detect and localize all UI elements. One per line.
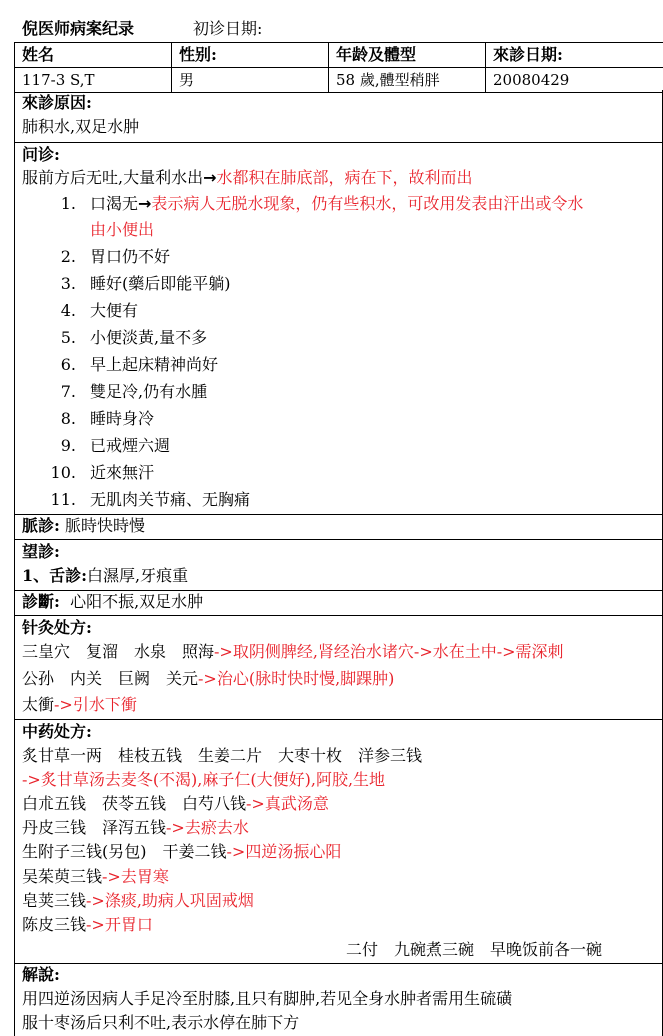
list-text: 雙足冷,仍有水腫 [90,382,208,401]
tongue-row [22,565,188,587]
list-number: 4. [60,301,76,320]
list-number: 2. [60,247,76,266]
herbs-text: 白朮五钱 茯苓五钱 白芍八钱 [22,794,247,813]
herbal-line [22,890,254,912]
list-item [38,193,583,215]
gender-header: 性别: [172,43,329,68]
acupoints-text: 三皇穴 复溜 水泉 照海 [22,642,215,661]
herbs-note: ->去瘀去水 [166,818,249,837]
diagnosis-text: 心阳不振,双足水肿 [70,592,204,611]
explanation-line: 用四逆汤因病人手足冷至肘膝,且只有脚肿,若见全身水肿者需用生硫磺 [22,989,513,1008]
list-number: 6. [60,355,76,374]
acupuncture-label: 针灸处方: [22,618,92,637]
list-item [38,273,231,295]
visit-date-value: 20080429 [486,68,663,93]
divider [14,963,663,964]
herbal-line [22,817,249,839]
herbs-text: 生附子三钱(另包) 干姜二钱 [22,842,227,861]
acupuncture-line [22,641,564,663]
pulse-text: 脈時快時慢 [65,516,146,535]
reason-label: 來診原因: [22,93,92,112]
list-number: 8. [60,409,76,428]
list-number: 5. [60,328,76,347]
herbal-line [22,841,341,863]
name-header: 姓名 [15,43,172,68]
list-item [38,381,207,403]
tongue-text: 白濕厚,牙痕重 [87,566,189,585]
herbs-text: 吴茱萸三钱 [22,867,103,886]
herbs-note: ->四逆汤振心阳 [226,842,342,861]
herbal-line [22,866,169,888]
herbs-text: 丹皮三钱 泽泻五钱 [22,818,167,837]
diagnosis-row [22,591,203,613]
list-text: 早上起床精神尚好 [90,355,219,374]
list-text: 睡好(藥后即能平躺) [90,274,231,293]
list-number: 1. [60,194,76,213]
herbs-note: ->去胃寒 [102,867,169,886]
herbs-note: ->炙甘草汤去麦冬(不渴),麻子仁(大便好),阿胶,生地 [22,770,386,789]
inquiry-label: 问诊: [22,145,60,164]
list-item [38,246,170,268]
divider [14,142,663,143]
herbs-text: 陈皮三钱 [22,915,87,934]
arrow-icon: → [138,194,152,213]
pulse-label: 脈診: [22,516,60,535]
herbal-line [22,793,329,815]
divider [14,615,663,616]
list-number: 10. [50,463,76,482]
diagnosis-label: 診斷: [22,592,60,611]
observe-label: 望診: [22,542,60,561]
herbs-note: ->涤痰,助病人巩固戒烟 [86,891,254,910]
list-item [38,300,138,322]
explanation-line: 服十枣汤后只利不吐,表示水停在肺下方 [22,1013,300,1032]
list-number: 9. [60,436,76,455]
tongue-label: 1、舌診: [22,566,88,585]
herbal-line [22,914,153,936]
list-number: 7. [60,382,76,401]
list-item [38,435,170,457]
list-text: 大便有 [90,301,139,320]
pulse-row [22,515,145,537]
record-title: 倪医师病案纪录 [22,19,135,38]
name-value: 117-3 S,T [15,68,172,93]
list-text: 胃口仍不好 [90,247,171,266]
patient-info-table [14,42,663,93]
list-text: 近來無汗 [90,463,155,482]
list-text: 无肌肉关节痛、无胸痛 [90,490,251,509]
acupoints-note: ->引水下衝 [54,695,137,714]
inquiry-intro [22,167,473,189]
acupoints-text: 公孙 内关 巨阙 关元 [22,669,199,688]
list-text: 小便淡黃,量不多 [90,328,208,347]
visit-date-header: 來診日期: [486,43,663,68]
list-number: 11. [50,490,76,509]
inquiry-intro-note: 水都积在肺底部，病在下，故利而出 [216,168,473,187]
list-item [38,327,207,349]
herbal-line [22,745,422,767]
acupuncture-line [22,694,137,716]
herbs-text: 皂荚三钱 [22,891,87,910]
list-note-continued: 由小便出 [90,220,155,239]
herbs-text: 炙甘草一两 桂枝五钱 生姜二片 大枣十枚 洋参三钱 [22,746,423,765]
inquiry-intro-text: 服前方后无吐,大量利水出 [22,168,204,187]
first-visit-date-label: 初诊日期: [193,19,263,38]
gender-value: 男 [172,68,329,93]
herbs-note: ->开胃口 [86,915,153,934]
list-item [38,462,154,484]
list-note: 表示病人无脱水现象，仍有些积水，可改用发表由汗出或令水 [151,194,584,213]
acupoints-note: ->治心(脉时快时慢,脚踝肿) [198,669,395,688]
herbal-label: 中药处方: [22,722,92,741]
title-bar [0,0,663,42]
divider [14,539,663,540]
reason-text: 肺积水,双足水肿 [22,117,140,136]
list-item [38,489,250,511]
list-item [38,354,218,376]
arrow-icon: → [203,168,217,187]
explanation-label: 解說: [22,965,60,984]
list-text: 已戒煙六週 [90,436,171,455]
dosage-text: 二付 九碗煮三碗 早晚饭前各一碗 [346,940,603,959]
herbal-line [22,769,385,791]
list-number: 3. [60,274,76,293]
acupoints-text: 太衝 [22,695,55,714]
age-header: 年龄及體型 [329,43,486,68]
list-item [38,408,154,430]
divider [14,719,663,720]
list-text: 口渴无 [90,194,139,213]
age-value: 58 歲,體型稍胖 [329,68,486,93]
herbs-note: ->真武汤意 [246,794,329,813]
acupuncture-line [22,668,394,690]
acupoints-note: ->取阴侧脾经,肾经治水诸穴->水在土中->需深刺 [214,642,564,661]
list-text: 睡時身冷 [90,409,155,428]
